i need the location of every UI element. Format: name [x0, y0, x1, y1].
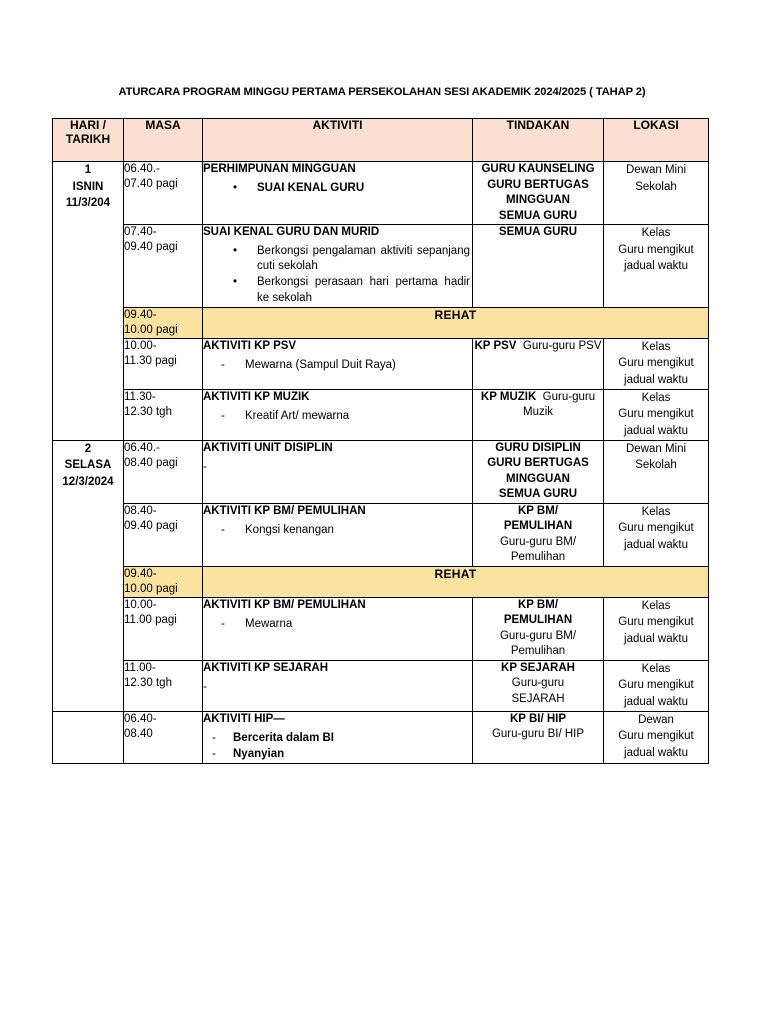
activity-list-item	[203, 747, 472, 762]
action-cell	[473, 338, 604, 389]
activity-list-item	[203, 275, 472, 305]
action-line: GURU BERTUGAS	[487, 178, 589, 191]
day-number: 2	[84, 442, 92, 455]
action-line: Pemulihan	[510, 645, 566, 658]
table-row	[53, 440, 709, 503]
time-line: 10.00 pagi	[124, 323, 178, 336]
location-line: Dewan	[638, 713, 674, 726]
column-header-action: TINDAKAN	[473, 119, 604, 162]
action-line: GURU DISIPLIN	[495, 441, 581, 454]
activity-list	[203, 409, 472, 424]
action-line: Guru-guru BI/ HIP	[491, 728, 585, 741]
activity-list-item-text: Mewarna	[245, 617, 293, 630]
action-line: SEMUA GURU	[498, 488, 578, 501]
activity-title: AKTIVITI KP SEJARAH	[203, 661, 329, 674]
activity-cell	[203, 660, 473, 711]
day-number: 1	[84, 164, 92, 176]
bullet-icon: •	[233, 276, 238, 289]
activity-list-item-text: Mewarna (Sampul Duit Raya)	[245, 358, 396, 371]
location-line: Dewan Mini	[625, 164, 687, 176]
action-cell	[473, 389, 604, 440]
table-row	[53, 225, 709, 308]
time-line: 11.30 pagi	[124, 354, 177, 367]
activity-list-item-text: SUAI KENAL GURU	[257, 181, 365, 194]
time-line: 06.40.-	[124, 163, 160, 175]
time-line: 08.40 pagi	[124, 456, 178, 469]
activity-list-item-text: Berkongsi perasaan hari pertama hadir ke sekolah	[257, 276, 470, 304]
time-cell	[124, 597, 203, 660]
day-date: 12/3/2024	[62, 475, 114, 488]
dash-icon: -	[221, 358, 225, 371]
action-line: GURU BERTUGAS	[487, 457, 589, 470]
page-title: ATURCARA PROGRAM MINGGU PERTAMA PERSEKOLAHAN SESI AKADEMIK 2024/2025 ( TAHAP 2)	[118, 86, 646, 98]
time-line: 06.40-	[124, 712, 157, 725]
action-line: SEMUA GURU	[498, 226, 578, 239]
location-cell	[604, 225, 709, 308]
day-name: ISNIN	[72, 180, 104, 193]
location-line: Sekolah	[635, 459, 677, 472]
action-cell	[473, 503, 604, 566]
activity-title: AKTIVITI KP MUZIK	[203, 390, 310, 403]
time-cell	[124, 225, 203, 308]
location-cell	[604, 711, 709, 763]
location-cell	[604, 503, 709, 566]
day-cell	[53, 440, 124, 711]
action-line: MINGGUAN	[506, 472, 570, 485]
time-line: 11.00 pagi	[124, 613, 177, 626]
dash-icon: -	[212, 747, 216, 760]
time-line: 12.30 tgh	[124, 676, 172, 689]
location-cell	[604, 660, 709, 711]
time-cell	[124, 162, 203, 225]
location-line: Guru mengikut jadual waktu	[618, 616, 694, 645]
location-cell	[604, 338, 709, 389]
action-cell	[473, 711, 604, 763]
table-row	[53, 389, 709, 440]
time-line: 10.00-	[124, 598, 157, 611]
column-header-day-line2: TARIKH	[65, 131, 111, 146]
location-line: Guru mengikut jadual waktu	[618, 522, 694, 551]
activity-cell	[203, 597, 473, 660]
activity-title: AKTIVITI HIP—	[203, 712, 285, 725]
day-date: 11/3/204	[65, 197, 111, 210]
table-row	[53, 711, 709, 763]
action-line: Guru-guru BM/	[499, 535, 577, 548]
activity-cell	[203, 503, 473, 566]
column-header-time: MASA	[124, 119, 203, 162]
table-row	[53, 503, 709, 566]
action-line: Pemulihan	[510, 551, 566, 564]
time-line: 12.30 tgh	[124, 405, 172, 418]
header-row	[53, 119, 709, 162]
time-cell	[124, 338, 203, 389]
location-cell	[604, 162, 709, 225]
time-cell	[124, 711, 203, 763]
location-line: Sekolah	[635, 180, 677, 193]
action-line: PEMULIHAN	[503, 520, 573, 533]
action-line: KP PSV Guru-guru PSV	[474, 339, 602, 352]
activity-title: AKTIVITI UNIT DISIPLIN	[203, 441, 333, 454]
location-line: Kelas	[641, 662, 671, 675]
location-line: Kelas	[641, 391, 671, 404]
activity-cell	[203, 711, 473, 763]
location-line: Dewan Mini	[625, 442, 687, 455]
action-line: KP BM/	[517, 504, 559, 517]
location-line: Guru mengikut jadual waktu	[618, 243, 694, 273]
time-cell	[124, 566, 203, 597]
bullet-icon: •	[233, 245, 238, 257]
time-line: 09.40 pagi	[124, 519, 178, 532]
activity-list	[203, 181, 472, 196]
action-line: KP BI/ HIP	[509, 712, 567, 725]
time-line: 08.40-	[124, 504, 157, 517]
location-cell	[604, 597, 709, 660]
activity-list-item	[203, 358, 472, 373]
activity-cell	[203, 389, 473, 440]
activity-list	[203, 244, 472, 306]
time-cell	[124, 389, 203, 440]
table-row	[53, 338, 709, 389]
time-cell	[124, 307, 203, 338]
activity-dash: -	[203, 460, 207, 473]
time-line: 11.30-	[124, 390, 156, 403]
action-label-bold: KP MUZIK	[480, 390, 537, 403]
break-label-cell: REHAT	[203, 566, 709, 597]
activity-title: PERHIMPUNAN MINGGUAN	[203, 163, 356, 175]
time-line: 10.00-	[124, 339, 157, 352]
action-cell	[473, 225, 604, 308]
location-line: Kelas	[641, 227, 671, 240]
activity-list-item	[203, 617, 472, 632]
dash-icon: -	[221, 617, 225, 630]
location-line: Guru mengikut jadual waktu	[618, 730, 694, 760]
activity-dash: -	[203, 680, 207, 693]
time-line: 10.00 pagi	[124, 582, 178, 595]
table-row	[53, 162, 709, 225]
table-row	[53, 660, 709, 711]
time-line: 09.40-	[124, 308, 157, 321]
dash-icon: -	[221, 523, 225, 536]
activity-list-item-text: Kongsi kenangan	[245, 523, 334, 536]
activity-list-item-text: Bercerita dalam BI	[233, 731, 334, 744]
action-line: GURU KAUNSELING	[481, 163, 595, 175]
activity-list	[203, 617, 472, 632]
dash-icon: -	[221, 409, 225, 422]
activity-cell	[203, 225, 473, 308]
activity-list-item	[203, 409, 472, 424]
activity-list-item-text: Kreatif Art/ mewarna	[245, 409, 350, 422]
action-cell	[473, 440, 604, 503]
time-line: 07.40-	[124, 226, 157, 239]
action-line: PEMULIHAN	[503, 614, 573, 627]
schedule-table	[52, 118, 709, 764]
column-header-day	[53, 119, 124, 162]
time-cell	[124, 440, 203, 503]
action-cell	[473, 597, 604, 660]
break-row	[53, 307, 709, 338]
table-header	[53, 119, 709, 162]
activity-list-item	[203, 181, 472, 196]
action-line: KP MUZIK Guru-guru Muzik	[480, 390, 596, 419]
action-line: SEJARAH	[511, 692, 565, 705]
location-line: Kelas	[641, 599, 671, 612]
location-line: Guru mengikut jadual waktu	[618, 408, 694, 437]
activity-list-item	[203, 731, 472, 746]
location-line: Kelas	[641, 340, 671, 353]
table-body	[53, 162, 709, 764]
action-line: SEMUA GURU	[498, 209, 578, 222]
location-line: Kelas	[641, 505, 671, 518]
activity-cell	[203, 440, 473, 503]
column-header-activity: AKTIVITI	[203, 119, 473, 162]
time-line: 08.40	[124, 727, 153, 740]
day-cell	[53, 711, 124, 763]
action-label-bold: KP PSV	[474, 339, 517, 352]
activity-list	[203, 358, 472, 373]
activity-title: AKTIVITI KP PSV	[203, 339, 297, 352]
time-line: 11.00-	[124, 661, 156, 674]
activity-title: AKTIVITI KP BM/ PEMULIHAN	[203, 504, 366, 517]
activity-list-item	[203, 244, 472, 274]
location-line: Guru mengikut jadual waktu	[618, 357, 694, 386]
action-line: KP SEJARAH	[501, 661, 575, 674]
break-label-cell: REHAT	[203, 307, 709, 338]
activity-cell	[203, 162, 473, 225]
time-line: 06.40.-	[124, 441, 160, 454]
location-cell	[604, 389, 709, 440]
action-line: KP BM/	[517, 598, 559, 611]
time-cell	[124, 660, 203, 711]
time-line: 09.40 pagi	[124, 241, 178, 253]
activity-list-item-text: Berkongsi pengalaman aktiviti sepanjang cuti sekolah	[257, 245, 470, 273]
action-cell	[473, 162, 604, 225]
time-line: 09.40-	[124, 567, 157, 580]
table-row	[53, 597, 709, 660]
location-cell	[604, 440, 709, 503]
action-cell	[473, 660, 604, 711]
column-header-location: LOKASI	[604, 119, 709, 162]
activity-cell	[203, 338, 473, 389]
activity-list	[203, 523, 472, 538]
activity-list-item	[203, 523, 472, 538]
bullet-icon: •	[233, 181, 238, 194]
action-line: MINGGUAN	[506, 194, 570, 207]
activity-list	[203, 731, 472, 762]
activity-title: SUAI KENAL GURU DAN MURID	[203, 226, 380, 239]
dash-icon: -	[212, 731, 216, 744]
time-line: 07.40 pagi	[124, 177, 178, 190]
activity-title: AKTIVITI KP BM/ PEMULIHAN	[203, 598, 366, 611]
day-name: SELASA	[64, 459, 112, 472]
action-line: Guru-guru	[511, 677, 565, 690]
day-cell	[53, 162, 124, 441]
break-row	[53, 566, 709, 597]
location-line: Guru mengikut jadual waktu	[618, 679, 694, 708]
column-header-day-line1: HARI /	[70, 118, 106, 132]
activity-list-item-text: Nyanyian	[233, 747, 285, 760]
time-cell	[124, 503, 203, 566]
action-line: Guru-guru BM/	[499, 629, 577, 642]
